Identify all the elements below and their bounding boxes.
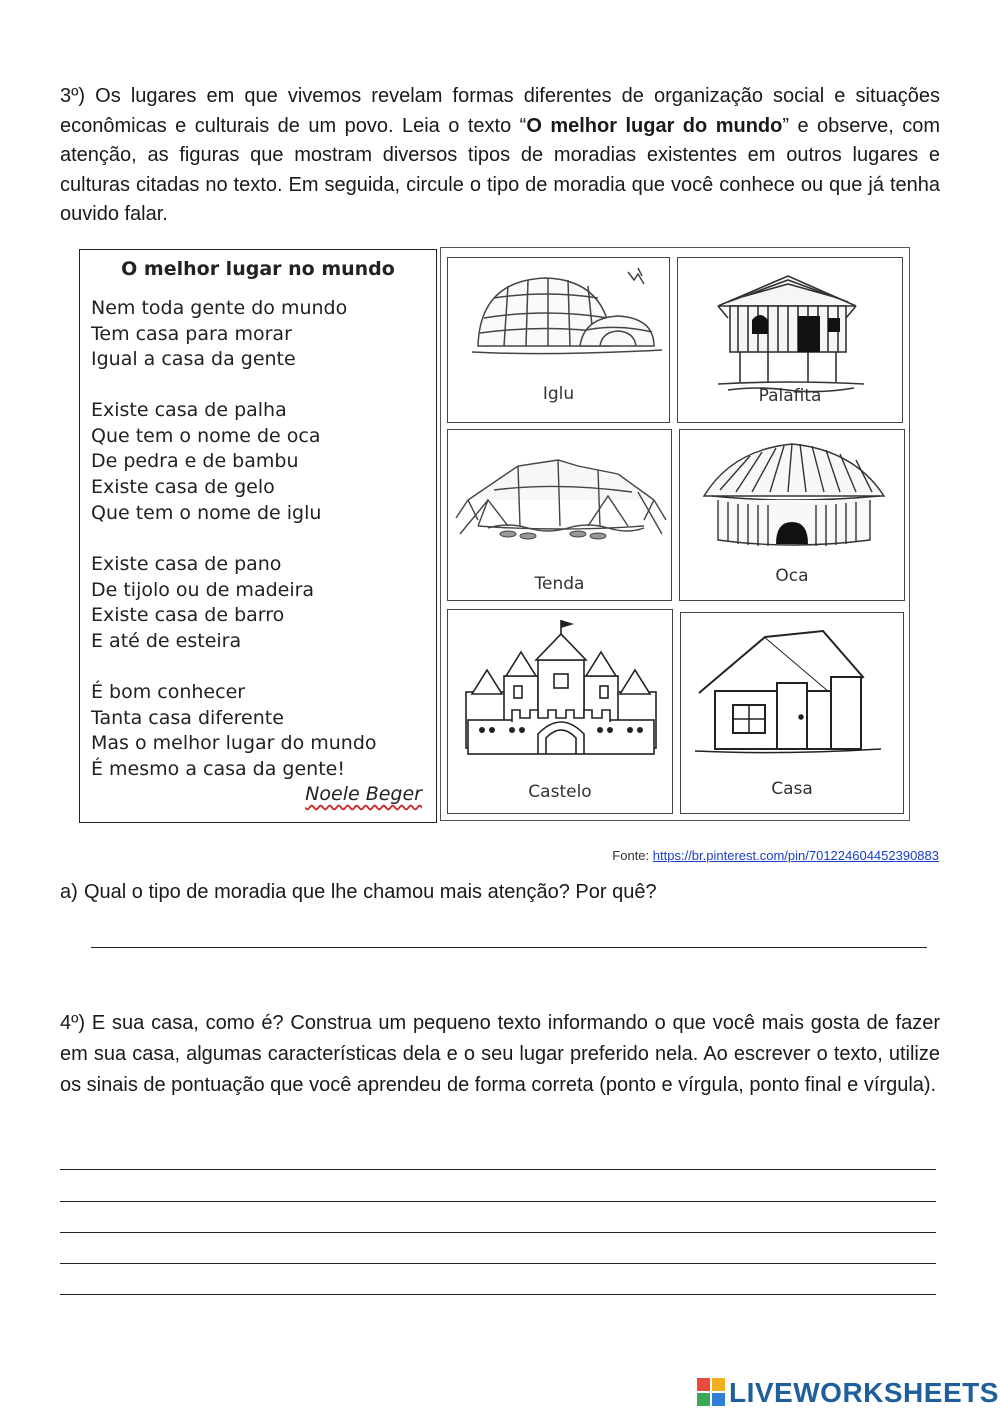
label-iglu: Iglu	[542, 384, 575, 404]
source-label: Fonte:	[612, 848, 650, 863]
poem-line: Existe casa de gelo	[91, 476, 275, 499]
answer-line-4-4[interactable]	[60, 1263, 936, 1264]
label-tenda: Tenda	[534, 574, 585, 594]
poem-line: Nem toda gente do mundo	[91, 297, 348, 319]
poem-line: Igual a casa da gente	[91, 348, 296, 371]
answer-line-a[interactable]	[91, 947, 927, 948]
houses-grid	[440, 247, 910, 821]
house-card-casa[interactable]	[680, 612, 904, 814]
poem-line: É mesmo a casa da gente!	[91, 758, 345, 781]
question-a-text: Qual o tipo de moradia que lhe chamou mais atenção? Por quê?	[84, 881, 657, 903]
logo-text: LIVEWORKSHEETS	[729, 1377, 999, 1408]
poem-line: É bom conhecer	[91, 681, 246, 703]
question-4-text: 4º) E sua casa, como é? Construa um pequeno texto informando o que você mais gosta de fazer em sua casa, algumas características dela e o seu lugar preferido nela. Ao escrever o texto, utilize os sinais de pontuação que você aprendeu de forma correta (ponto e vírgula, ponto final e vírgula).	[60, 1012, 940, 1096]
poem-line: Existe casa de pano	[91, 553, 282, 575]
poem-line: Tem casa para morar	[91, 322, 292, 345]
poem-stanza-3	[91, 552, 314, 655]
label-oca: Oca	[775, 566, 809, 586]
poem-stanza-1	[91, 296, 347, 373]
question-a-marker: a)	[60, 881, 78, 903]
house-card-tenda[interactable]	[447, 429, 672, 601]
poem-line: Existe casa de barro	[91, 604, 285, 627]
answer-line-4-5[interactable]	[60, 1294, 936, 1295]
label-casa: Casa	[771, 779, 813, 799]
answer-line-4-2[interactable]	[60, 1201, 936, 1202]
label-palafita: Palafita	[758, 386, 822, 406]
source-citation	[612, 848, 939, 863]
poem-line: De tijolo ou de madeira	[91, 578, 315, 601]
label-castelo: Castelo	[528, 782, 592, 802]
poem-box	[79, 249, 437, 823]
logo-mark-icon	[697, 1378, 727, 1408]
poem-stanza-2	[91, 398, 321, 527]
poem-line: Que tem o nome de iglu	[91, 501, 322, 524]
source-link[interactable]: https://br.pinterest.com/pin/701224604452390883	[652, 848, 939, 863]
poem-line: Tanta casa diferente	[91, 706, 284, 729]
answer-line-4-1[interactable]	[60, 1169, 936, 1170]
poem-line: E até de esteira	[91, 630, 242, 653]
poem-title: O melhor lugar no mundo	[121, 258, 395, 280]
question-a	[60, 881, 657, 904]
answer-line-4-3[interactable]	[60, 1232, 936, 1233]
house-card-oca[interactable]	[679, 429, 905, 601]
question-3-text: 3º) Os lugares em que vivemos revelam formas diferentes de organização social e situações econômicas e culturais de um povo. Leia o texto “O melhor lugar do mundo” e observe, com atenção, as figuras que mostram diversos tipos de moradias existentes em outros lugares e culturas citadas no texto. Em seguida, circule o tipo de moradia que você conhece ou que já tenha ouvido falar.	[60, 85, 940, 225]
house-card-castelo[interactable]	[447, 609, 673, 814]
house-card-iglu[interactable]	[447, 257, 670, 423]
liveworksheets-logo	[697, 1376, 999, 1410]
text-title-bold: O melhor lugar do mundo	[526, 114, 783, 137]
house-card-palafita[interactable]	[677, 257, 903, 423]
poem-line: Mas o melhor lugar do mundo	[91, 732, 377, 755]
poem-line: De pedra e de bambu	[91, 450, 299, 473]
poem-stanza-4	[91, 680, 377, 783]
poem-line: Existe casa de palha	[91, 399, 287, 421]
poem-author: Noele Beger	[305, 783, 422, 805]
poem-line: Que tem o nome de oca	[91, 424, 321, 447]
